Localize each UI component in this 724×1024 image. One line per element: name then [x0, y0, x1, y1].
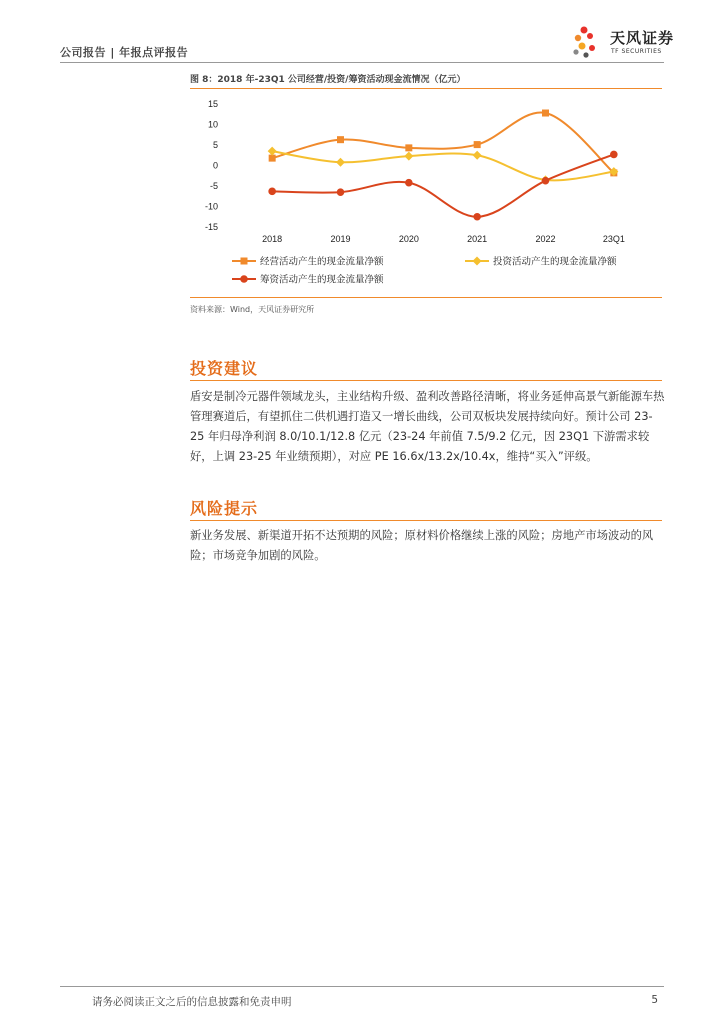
- x-tick-label: 2019: [330, 234, 351, 244]
- series-3-line: [272, 154, 614, 216]
- series-3-point: [405, 179, 413, 187]
- series-3-point: [268, 188, 276, 196]
- series-2-point: [268, 147, 277, 156]
- legend-label: 筹资活动产生的现金流量净额: [260, 274, 384, 286]
- legend-swatch-marker: [240, 275, 248, 283]
- y-tick-label: -5: [209, 181, 218, 191]
- y-tick-label: -15: [204, 222, 218, 232]
- series-2-point: [473, 151, 482, 160]
- header-divider: [60, 62, 664, 63]
- figure-top-rule: [190, 88, 662, 89]
- logo-name: 天风证券: [610, 29, 675, 47]
- series-1-point: [405, 144, 412, 151]
- investment-advice-title: 投资建议: [190, 359, 259, 378]
- series-3-point: [473, 213, 481, 221]
- series-3-point: [337, 188, 345, 196]
- risk-warning-title: 风险提示: [190, 499, 259, 518]
- y-tick-label: 10: [207, 119, 218, 130]
- series-2-line: [272, 151, 614, 180]
- series-1-point: [337, 136, 344, 143]
- cash-flow-line-chart: [190, 90, 662, 296]
- series-3-point: [610, 151, 618, 159]
- legend-swatch-marker: [241, 258, 248, 265]
- x-tick-label: 2018: [262, 234, 283, 244]
- investment-advice-rule: [190, 380, 662, 381]
- legend-label: 投资活动产生的现金流量净额: [493, 256, 617, 268]
- series-1-line: [272, 113, 614, 173]
- legend-label: 经营活动产生的现金流量净额: [260, 256, 384, 268]
- series-1-point: [474, 141, 481, 148]
- x-tick-label: 2020: [398, 234, 419, 244]
- report-type-header: 公司报告 | 年报点评报告: [60, 46, 189, 59]
- figure-title: 图 8：2018 年-23Q1 公司经营/投资/筹资活动现金流情况（亿元）: [190, 75, 466, 85]
- investment-advice-body: 盾安是制冷元器件领域龙头，主业结构升级、盈利改善路径清晰，将业务延伸高景气新能源车热管理赛道后，有望抓住二供机遇打造又一增长曲线，公司双板块发展持续向好。预计公司 23-25 年归母净利润 8.0/10.1/12.8 亿元（23-24 年前值 7.5/9.2 亿元，因 23Q1 下游需求较好，上调 23-25 年业绩预期），对应 PE 16.6x/13.2x/10.4x，维持“买入”评级。: [190, 390, 665, 463]
- figure-bottom-rule: [190, 297, 662, 298]
- y-tick-label: 0: [212, 160, 218, 171]
- page-number: 5: [651, 994, 658, 1006]
- x-tick-label: 2022: [535, 234, 556, 244]
- logo-mark-icon: [570, 22, 610, 62]
- series-3-point: [542, 177, 550, 185]
- disclaimer-footer: 请务必阅读正文之后的信息披露和免责申明: [92, 996, 292, 1008]
- y-tick-label: -10: [204, 201, 218, 212]
- series-1-point: [542, 110, 549, 117]
- tf-securities-logo: [570, 22, 680, 62]
- y-tick-label: 15: [207, 99, 218, 109]
- legend-swatch-marker: [473, 257, 482, 266]
- series-2-point: [404, 152, 413, 161]
- x-tick-label: 23Q1: [602, 234, 625, 244]
- series-2-point: [336, 158, 345, 167]
- logo-subtitle: TF SECURITIES: [611, 48, 662, 55]
- series-1-point: [269, 155, 276, 162]
- risk-warning-body: 新业务发展、新渠道开拓不达预期的风险；原材料价格继续上涨的风险；房地产市场波动的风险；市场竞争加剧的风险。: [190, 529, 654, 562]
- figure-source: 资料来源：Wind，天风证券研究所: [190, 305, 315, 314]
- risk-warning-rule: [190, 520, 662, 521]
- x-tick-label: 2021: [467, 234, 488, 244]
- y-tick-label: 5: [212, 140, 218, 150]
- footer-divider: [60, 986, 664, 987]
